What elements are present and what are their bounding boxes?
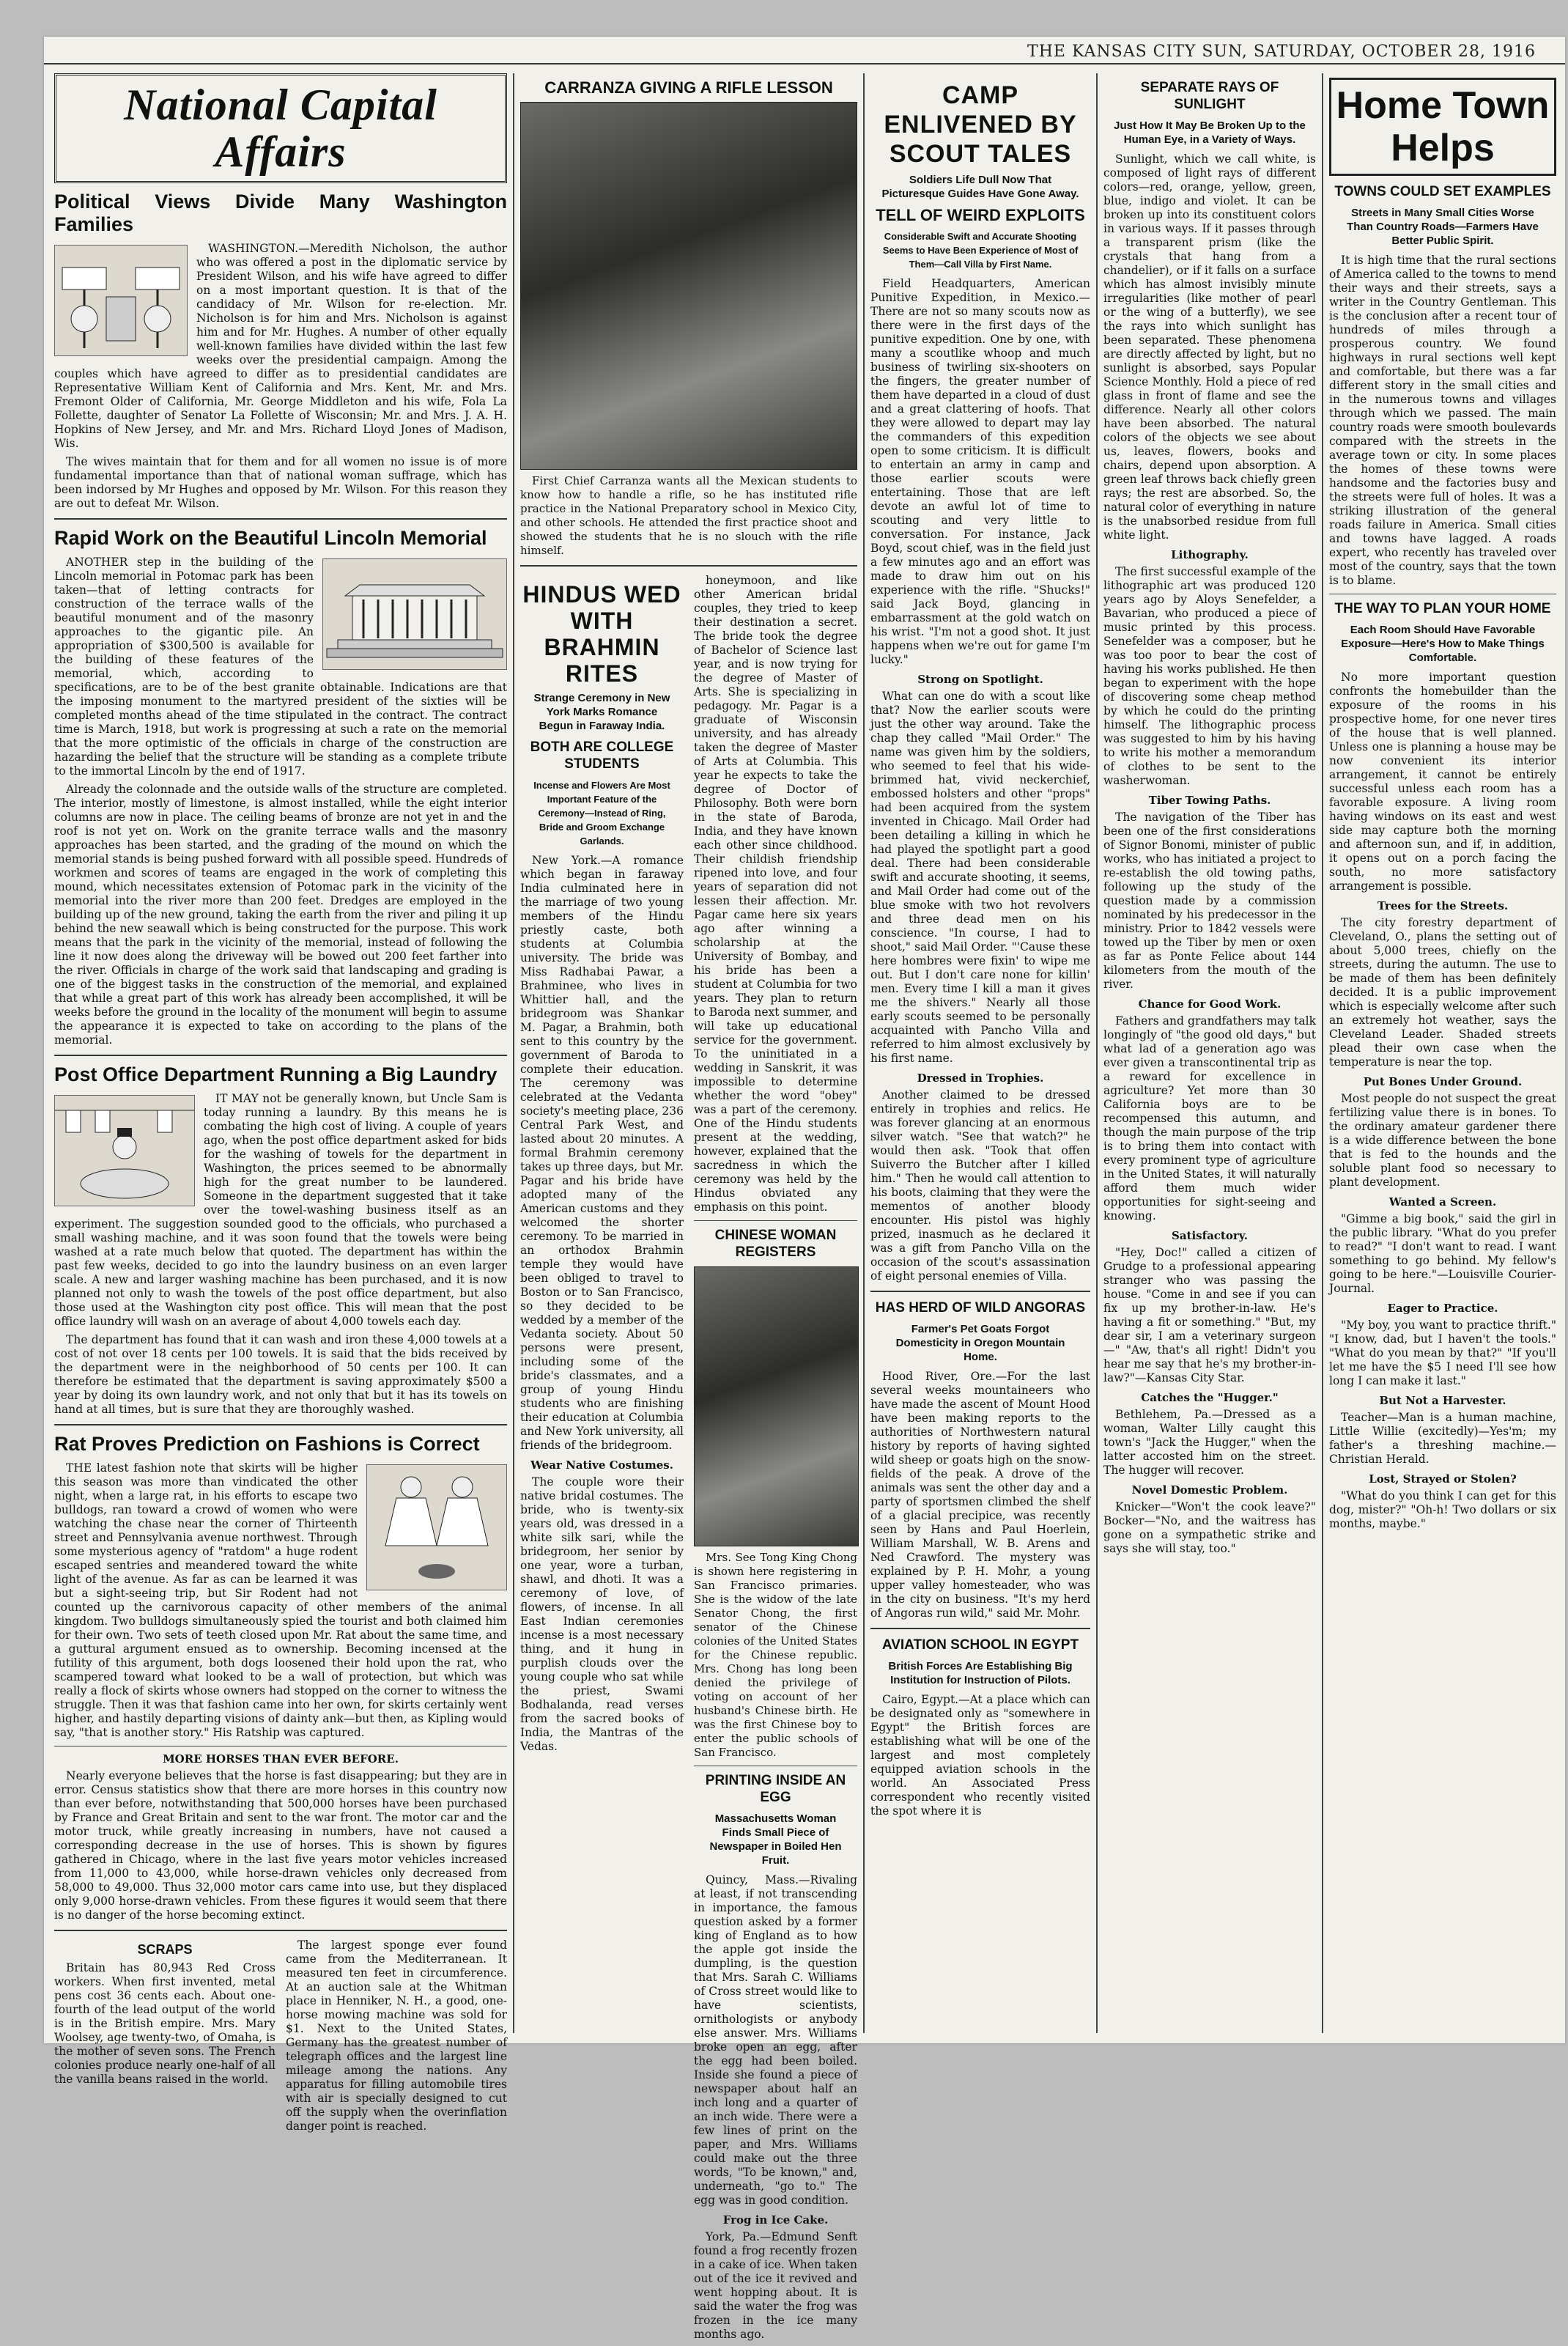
trees-heading: Trees for the Streets.	[1377, 899, 1509, 912]
towns-deck: Streets in Many Small Cities Worse Than Country Roads—Farmers Have Better Public Spirit.	[1347, 207, 1539, 247]
sunlight-body: Sunlight, which we call white, is composed of light rays of different colors—red, orange, yellow, green, blue, indigo and violet. It can be broken up into its constituent colors in various ways. If it passes through a transparent prism (like the crystals that hang from a chandelier), or if it falls on a surface which has almost invisibly minute irregularities (like mother of pearl or the wing of a butterfly), we see the rays into which sunlight has been separated. These phenomena are directly affected by light, but no sunlight is absorbed, says Popular Science Monthly. Hold a piece of red glass in front of flame and see the difference. Nearly all other colors have been absorbed. The natural colors of the objects we see about us, leaves, flowers, books and chairs, depend upon absorption. A green leaf throws back chiefly green rays; the rest are absorbed. So, the natural color of everything in nature is the unabsorbed residue from full white light.	[1103, 152, 1316, 542]
wear-native-heading: Wear Native Costumes.	[530, 1458, 673, 1472]
divider	[520, 565, 857, 567]
printing-egg-body: Quincy, Mass.—Rivaling at least, if not transcending in importance, the famous question asked by a former king of England as to how the apple got inside the dumpling, is the question that Mrs. Sarah C. Williams of Cross street would like to have scientists, ornithologists or anybody else answer. Mrs. Williams broke open an egg, after the egg had been boiled. Inside she found a piece of newspaper about half an inch long and a quarter of an inch wide. There were a few lines of print on the paper, and Mrs. Williams could make out the three words, "To be known," and, underneath, "go to." The egg was in good condition.	[694, 1873, 857, 2207]
angoras-deck: Farmer's Pet Goats Forgot Domesticity in Oregon Mountain Home.	[895, 1323, 1065, 1363]
dressed-heading: Dressed in Trophies.	[917, 1071, 1044, 1085]
column-home-town	[1329, 73, 1556, 2033]
hindus-deck-2: BOTH ARE COLLEGE STUDENTS	[530, 739, 674, 772]
carranza-caption: First Chief Carranza wants all the Mexican students to know how to handle a rifle, so he has instituted rifle practice in the National Preparatory school in Mexico City, and other schools. He attended the first practice shoot and showed the students that he is no slouch with the rifle himself.	[520, 474, 857, 557]
frog-body: York, Pa.—Edmund Senft found a frog recently frozen in a cake of ice. When taken out of the ice it revived and went hopping about. It is said the water the frog was frozen in the ice many months ago.	[694, 2230, 857, 2341]
headline-political-views: Political Views Divide Many Washington Families	[54, 191, 507, 235]
national-capital-banner: National Capital Affairs	[54, 73, 507, 183]
headline-plan-home: THE WAY TO PLAN YOUR HOME	[1334, 601, 1551, 616]
sunlight-deck: Just How It May Be Broken Up to the Human Eye, in a Variety of Ways.	[1114, 119, 1306, 146]
headline-carranza: CARRANZA GIVING A RIFLE LESSON	[544, 78, 833, 97]
chance-heading: Chance for Good Work.	[1138, 997, 1282, 1011]
wilson-hughes-cartoon	[54, 245, 188, 356]
rat-fashions-body: THE latest fashion note that skirts will be higher this season was more than vindicated the other night, when a large rat, in his efforts to escape two bulldogs, ran toward a crowd of women who were watching the chase near the corner of Thirteenth street and Pennsylvania avenue northwest. Through some mysterious agency of "ratdom" a huge rodent escaped sentries and meandered toward the white light of the avenue. As far as can be learned it was but a sight-seeing trip, but Sir Rodent had not counted up the carnivorous capacity of other members of the animal kingdom. Two bulldogs simultaneously spied the tourist and both claimed him for their own. Two sets of teeth closed upon Mr. Rat about the same time, and a guttural argument ensued as to ownership. Becoming incensed at the futility of this argument, both dogs loosened their hold upon the rat, who scampered toward what looked to be a wall of protection, but which was really a flock of skirts whose owners had stopped on the corner to witness the struggle. Then it was that fashion came into her own, for skirts certainly went higher, and hastily departing visions of dainty ank—but then, as Kipling would say, "that is another story." His Ratship was captured.	[54, 1461, 507, 1739]
column-scouts	[870, 73, 1090, 2033]
towns-body: It is high time that the rural sections of America called to the towns to mend their ways and their streets, says a writer in the Country Gentleman. This is the conclusion after a recent tour of hundreds of miles through a prosperous country. We found highways in rural sections well kept and comfortable, but there was a far different story in the small cities and in the numerous towns and villages through which we passed. The main country roads were smooth boulevards compared with the streets in the average town or city. In some places the homes of these towns were handsome and the factories busy and the streets were full of holes. It was a striking illustration of the general roads failure in America. Small cities and towns have lagged. A roads expert, who recently has traveled over most of the country, says that the town is to blame.	[1329, 254, 1556, 587]
satisfactory-heading: Satisfactory.	[1172, 1229, 1248, 1242]
lincoln-memorial-body: ANOTHER step in the building of the Lincoln memorial in Potomac park has been taken—that of letting contracts for construction of the terrace walls of the beautiful monument and of the masonry approaches to the gigantic pile. An appropriation of $300,500 is available for the building of these features of the memorial, which, according to specifications, are to be of the best granite obtainable. Indications are that the imposing monument to the martyred president of the sixties will be completed months ahead of the time stipulated in the contract. The contract time is March, 1918, but work is progressing at such a rate on the memorial that the more optimistic of the officials in charge of the construction are hazarding the belief that the structure will be standing as a complete tribute to the immortal Lincoln by the end of 1917.	[54, 556, 507, 778]
bones-body: Most people do not suspect the great fertilizing value there is in bones. To the ordinary amateur gardener there is a wide difference between the bone that is fed to the hounds and the soluble plant food so necessary to plant development.	[1329, 1092, 1556, 1189]
frog-heading: Frog in Ice Cake.	[722, 2213, 829, 2227]
litho-body: The first successful example of the lithographic art was produced 120 years ago by Aloys Senefelder, a Bavarian, who produced a piece of music printed by this process. Senefelder was a composer, but he was too poor to bear the cost of having his works published. He then began to experiment with the hope of discovering some cheap method by which he could do the printing himself. The lithographic process was suggested to him by his having to write his mother a memorandum of clothes to be sent to the washerwoman.	[1103, 565, 1316, 787]
satisfactory-body: "Hey, Doc!" called a citizen of Grudge to a professional appearing stranger who was passing the house. "Come in and see if you can fix up my brother-in-law. He's having a fit or something." "But, my dear sir, I am a veterinary surgeon—" "Aw, that's all right! Didn't you hear me say that he's my brother-in-law?"—Kansas City Star.	[1103, 1246, 1316, 1384]
divider	[694, 1220, 857, 1221]
novel-body: Knicker—"Won't the cook leave?" Bocker—"No, and the waitress has gone on a sympathetic strike and says she will stay, too."	[1103, 1500, 1316, 1555]
divider	[54, 1424, 507, 1425]
eager-heading: Eager to Practice.	[1387, 1302, 1498, 1315]
scraps-heading: SCRAPS	[137, 1942, 193, 1957]
headline-aviation: AVIATION SCHOOL IN EGYPT	[881, 1637, 1079, 1653]
hindus-body: New York.—A romance which began in faraway India culminated here in the marriage of two young members of the Hindu priestly caste, both students at Columbia university. The bride was Miss Radhabai Pawar, a Brahminee, who lives in Whittier hall, and the bridegroom was Shankar M. Pagar, a Brahmin, both sent to this country by the government of Baroda to complete their education. The ceremony was celebrated at the Vedanta society's meeting place, 236 Central Park West, and lasted about 20 minutes. A formal Brahmin ceremony takes up three days, but Mr. Pagar and his bride have adopted many of the American customs and they welcomed the shorter ceremony. To be married in an orthodox Brahmin temple they would have been obliged to travel to Boston or to San Francisco, so they decided to be wedded by a member of the Vedanta society. About 50 persons were present, including some of the bride's classmates, and a group of young Hindu students who are finishing their education at Columbia and New York university, all friends of the bridegroom.	[520, 854, 684, 1452]
strong-heading: Strong on Spotlight.	[917, 673, 1043, 686]
column-rule	[863, 73, 865, 2033]
more-horses-body: Nearly everyone believes that the horse is fast disappearing; but they are in error. Census statistics show that there are more horses in this country now than ever before, notwithstanding that 500,000 horses have been purchased by France and Great Britain and sent to the war front. The motor car and the motor truck, while greatly increasing in numbers, have not caused a corresponding decrease in the use of horses. This is shown by figures gathered in Chicago, where in the last five years motor vehicles increased from 11,000 to 43,000, while horse-drawn vehicles only decreased from 58,000 to 49,000. Thus 32,000 motor cars came into use, but they displaced only 9,000 horse-drawn vehicles. From these figures it would seem that there is no danger of the horse becoming extinct.	[54, 1769, 507, 1922]
screen-heading: Wanted a Screen.	[1388, 1195, 1497, 1209]
divider	[54, 1930, 507, 1931]
column-carranza-hindus	[520, 73, 857, 2341]
lincoln-memorial-body-2: Already the colonnade and the outside walls of the structure are completed. The interior, mostly of limestone, is almost installed, while the eight interior columns are now in place. The ceiling beams of bronze are not yet in and the roof is not yet on. Work on the granite terrace walls and the masonry approaches has been started, and the grading of the mound on which the memorial stands is being pushed forward with all possible speed. Hundreds of workmen and scores of teams are engaged in the work of completing this mound, which necessitates extension of Potomac park in the vicinity of the memorial into the river more than 200 feet. Dredges are employed in the building up of the new ground, taking the earth from the river and piling it up behind the new seawall which is being constructed for the purpose. This work means that the park in the vicinity of the memorial, instead of following the line it now does along the driveway will be bowed out 200 feet farther into the river. Officials in charge of the work said that landscaping and grading is one of the biggest tasks in the construction of the memorial, and explained that while a great part of this work has already been accomplished, it will be weeks before the ground in the locality of the monument will begin to assume the appearance it is expected to take on according to the plans of the memorial.	[54, 783, 507, 1047]
headline-angoras: HAS HERD OF WILD ANGORAS	[875, 1300, 1086, 1316]
headline-chinese-woman: CHINESE WOMAN REGISTERS	[714, 1228, 837, 1260]
column-rule	[1322, 73, 1323, 2033]
headline-hindus: HINDUS WED WITH BRAHMIN RITES	[522, 581, 681, 687]
tiber-body: The navigation of the Tiber has been one of the first considerations of Signor Bonomi, minister of public works, who has initiated a project to re-establish the old towing paths, following up the study of the question made by a commission nominated by his predecessor in the ministry. Prior to 1842 vessels were towed up the Tiber by men or oxen as far as Ponte Felice about 144 kilometers from the mouth of the river.	[1103, 811, 1316, 991]
aviation-deck: British Forces Are Establishing Big Institution for Instruction of Pilots.	[888, 1660, 1073, 1686]
aviation-body: Cairo, Egypt.—At a place which can be designated only as "somewhere in Egypt" the British forces are establishing what will be one of the largest and most completely equipped aviation schools in the world. An Associated Press correspondent who recently visited the spot where it is	[870, 1693, 1090, 1818]
tiber-heading: Tiber Towing Paths.	[1148, 794, 1271, 807]
masthead: THE KANSAS CITY SUN, SATURDAY, OCTOBER 28, 1916	[44, 43, 1565, 64]
headline-printing-egg: PRINTING INSIDE AN EGG	[705, 1773, 846, 1805]
hugger-heading: Catches the "Hugger."	[1141, 1391, 1279, 1404]
divider	[870, 1628, 1090, 1629]
column-rule	[1096, 73, 1098, 2033]
column-rule	[513, 73, 514, 2033]
hindus-article	[520, 574, 857, 2346]
uncle-sam-laundry-cartoon	[54, 1095, 195, 1206]
trees-body: The city forestry department of Cleveland, O., plans the setting out of about 5,000 trees, chiefly on the streets, during the autumn. The use to be made of them has been definitely decided. It is a public improvement which is especially welcome after such an extremely hot weather, says the Cleveland Leader. Shaded streets plead their own case when the temperature is near the top.	[1329, 916, 1556, 1069]
plan-home-body: No more important question confronts the homebuilder than the exposure of the rooms in his prospective home, for one never tires of the house that is well planned. Unless one is planning a house may be now convenient its interior arrangement, it cannot be entirely successful unless each room has a favorable exposure. A living room having windows on its east and west side may capture both the morning and afternoon sun, and if, in addition, it opens out on a porch facing the south, no more satisfactory arrangement is possible.	[1329, 671, 1556, 893]
headline-post-office-laundry: Post Office Department Running a Big Laundry	[54, 1063, 498, 1085]
lost-body: "What do you think I can get for this dog, mister?" "Oh-h! Two dollars or six months, maybe."	[1329, 1489, 1556, 1530]
camp-deck-2: TELL OF WEIRD EXPLOITS	[876, 206, 1085, 224]
divider	[54, 1055, 507, 1056]
hindus-deck-3: Incense and Flowers Are Most Important Feature of the Ceremony—Instead of Ring, Bride and Groom Exchange Garlands.	[533, 780, 670, 846]
headline-camp-enlivened: CAMP ENLIVENED BY SCOUT TALES	[884, 81, 1077, 168]
camp-body: Field Headquarters, American Punitive Expedition, in Mexico.—There are not so many scouts now as there were in the first days of the punitive expedition. One by one, with many a scoutlike whoop and much business of twirling six-shooters on the fingers, the greater number of them have departed in a cloud of dust and a great clattering of hoofs. That they were allowed to depart may lay the commanders of this expedition open to some criticism. It is difficult to entertain an army in camp and those earlier scouts were entertaining. Those that are left devote an awful lot of time to scouting and very little to conversation. For instance, Jack Boyd, scout chief, was in the field just a few minutes ago and an effort was made to draw him out on his experience with the rifle. "Shucks!" said Jack Boyd, glancing in embarrassment at the gold watch on his wrist. "I'm not a good shot. It just happens when we're out for game I'm lucky."	[870, 277, 1090, 666]
dressed-body: Another claimed to be dressed entirely in trophies and relics. He was forever glancing at an enormous silver watch. "See that watch?" he would then ask. "Took that offen Suiverro the Butcher after I killed him." Then he would call attention to his boots, claiming that they were the mementos of another bloody encounter. His pistol was highly prized, inasmuch as he declared it was a gift from Pancho Villa on the occasion of the scout's assassination of eight personal enemies of Villa.	[870, 1088, 1090, 1283]
divider	[54, 518, 507, 520]
scraps-left: Britain has 80,943 Red Cross workers. When first invented, metal pens cost 36 cents each. About one-fourth of the lead output of the world is in the British empire. Mrs. Mary Woolsey, age twenty-two, of Omaha, is the mother of seven sons. The French colonies produce nearly one-half of all the vanilla beans raised in the world.	[54, 1961, 275, 2086]
political-views-body: WASHINGTON.—Meredith Nicholson, the author who was offered a post in the diplomatic service by President Wilson, and his wife have agreed to differ on a most important question. It is that of the candidacy of Mr. Wilson for re-election. Mr. Nicholson is for him and Mrs. Nicholson is against him and for Mr. Hughes. A number of other equally well-known families have divided within the last few weeks over the presidential campaign. Among the couples which have agreed to differ as to presidential candidates are Representative William Kent of California and Mrs. Kent, Mr. and Mrs. Fremont Older of California, Mr. George Middleton and his wife, Fola La Follette, daughter of Senator La Follette of Wisconsin; Mr. and Mrs. J. A. H. Hopkins of New Jersey, and Mr. and Mrs. Richard Lloyd Jones of Madison, Wis.	[54, 242, 507, 450]
bones-heading: Put Bones Under Ground.	[1363, 1075, 1523, 1088]
post-office-body-2: The department has found that it can wash and iron these 4,000 towels at a cost of not over 18 cents per 100 towels. It is said that the bids received by the department were in the neighborhood of 50 cents per 100. It can therefore be estimated that the department is saving approximately $500 a year by doing its own laundry work, and not only that but it has its towels on hand at all times, but is sure that they are thoroughly washed.	[54, 1333, 507, 1416]
carranza-rifle-photo	[520, 102, 857, 470]
strong-body: What can one do with a scout like that? Now the earlier scouts were just the other way around. Take the chap they called "Mail Order." The name was given him by the soldiers, who seemed to feel that his wide-brimmed hat, vivid neckerchief, embossed holsters and other "props" had been acquired from the system invented in Chicago. Mail Order had been detailing a killing in which he had played the spotlight part a good deal. There had been considerable swift and accurate shooting, it seems, and Mail Order had come out of the blue smoke with two hot revolvers and three dead men on his conscience. "In course, I had to shoot," said Mail Order. "'Cause these here hombres were fixin' to wipe me out. But I don't care none for killin' men. Every time I kill a man it gives me the shivers." Nearly all those early scouts seemed to be personally acquainted with Pancho Villa and referred to him almost exclusively by his first name.	[870, 690, 1090, 1065]
political-views-body-2: The wives maintain that for them and for all women no issue is of more fundamental importance than that of national woman suffrage, which has been indorsed by Mr Hughes and opposed by Mr. Wilson. For this reason they are out to defeat Mr. Wilson.	[54, 455, 507, 510]
headline-lincoln-memorial: Rapid Work on the Beautiful Lincoln Memorial	[54, 527, 487, 549]
more-horses-heading: MORE HORSES THAN EVER BEFORE.	[163, 1752, 399, 1766]
eager-body: "My boy, you want to practice thrift." "I know, dad, but I haven't the tools." "What do you mean by that?" "If you'll let me have the $5 I need I'll see how long I can make it last."	[1329, 1318, 1556, 1387]
chinese-woman-caption: Mrs. See Tong King Chong is shown here registering in San Francisco primaries. She is the widow of the late Senator Chong, the first senator of the Chinese colonies of the United States for the Chinese republic. Mrs. Chong has long been denied the privilege of voting on account of her husband's Chinese birth. He was the first Chinese boy to enter the public schools of San Francisco.	[694, 1551, 857, 1759]
camp-deck-1: Soldiers Life Dull Now That Picturesque Guides Have Gone Away.	[881, 174, 1079, 200]
wear-native-body: The couple wore their native bridal costumes. The bride, who is twenty-six years old, was dressed in a white silk sari, while the bridegroom, her senior by one year, wore a turban, shawl, and dhoti. It was a ceremony of love, of flowers, of incense. In all East Indian ceremonies incense is a most necessary thing, and it hung in purplish clouds over the young couple who sat while the priest, Swami Bodhalanda, read verses from the sacred books of India, the Mantras of the Vedas.	[520, 1475, 684, 1753]
lost-heading: Lost, Strayed or Stolen?	[1369, 1472, 1517, 1486]
headline-sunlight: SEPARATE RAYS OF SUNLIGHT	[1140, 80, 1279, 112]
headline-rat-fashions: Rat Proves Prediction on Fashions is Correct	[54, 1433, 480, 1455]
screen-body: "Gimme a big book," said the girl in the public library. "What do you prefer to read?" "I don't want to read. I want something to go behind. My fellow's going to be here."—Louisville Courier-Journal.	[1329, 1212, 1556, 1295]
column-national-affairs	[54, 73, 507, 2133]
harvester-heading: But Not a Harvester.	[1379, 1394, 1506, 1407]
angoras-body: Hood River, Ore.—For the last several weeks mountaineers who have made the ascent of Mount Hood have been making reports to the authorities of Northwestern natural history by reports of having sighted wild sheep or goats high on the snow-fields of the peak. A drove of the animals was sent the other day and a party of sportsmen climbed the shelf of a glacial precipice, was recently seen by Hans and Paul Hoerlein, William Marshall, W. B. Arens and Ned Crawford. The mystery was explained by P. H. Mohr, a young upper valley homesteader, who was in the city on business. "It's my herd of Angoras run wild," said Mr. Mohr.	[870, 1370, 1090, 1620]
printing-egg-deck: Massachusetts Woman Finds Small Piece of Newspaper in Boiled Hen Fruit.	[709, 1812, 842, 1867]
lincoln-memorial-illustration	[322, 558, 507, 670]
divider	[870, 1291, 1090, 1292]
chance-body: Fathers and grandfathers may talk longingly of "the good old days," but what lad of a generation ago was ever given a transcontinental trip as a reward for excellence in agriculture? Yet more than 30 California boys are to be recompensed this autumn, and though the main purpose of the trip is to bring them into contact with every prominent type of agriculture in the United States, it will naturally afford them much wider opportunities for sight-seeing and knowing.	[1103, 1014, 1316, 1222]
novel-heading: Novel Domestic Problem.	[1131, 1483, 1288, 1497]
scraps-section	[54, 1939, 507, 2138]
camp-deck-3: Considerable Swift and Accurate Shooting Seems to Have Been Experience of Most of Them—Call Villa by First Name.	[882, 231, 1079, 270]
column-sunlight	[1103, 73, 1316, 2033]
litho-heading: Lithography.	[1171, 548, 1249, 561]
hindus-body-col2: honeymoon, and like other American bridal couples, they tried to keep their destination a secret. The bride took the degree of Bachelor of Science last year, and is now trying for the degree of Master of Arts. She is specializing in pedagogy. Mr. Pagar is a graduate of Wisconsin university, and has already taken the degree of Master of Arts at Columbia. This year he expects to take the degree of Doctor of Philosophy. Both were born in the state of Baroda, India, and they have known each other since childhood. Their childish friendship ripened into love, and four years of separation did not lessen their affection. Mr. Pagar came here six years ago after winning a scholarship at the University of Bombay, and his bride has been a student at Columbia for two years. They plan to return to Baroda next summer, and will take up educational service for the government. To the uninitiated in a wedding in Sanskrit, it was impossible to determine whether the word "obey" was a part of the ceremony. One of the Hindu students present at the wedding, however, explained that the sacredness in which the ceremony was held by the Hindus obviated any emphasis on this point.	[694, 574, 857, 1214]
headline-towns-examples: TOWNS COULD SET EXAMPLES	[1334, 184, 1551, 199]
chinese-woman-photo	[694, 1266, 859, 1546]
home-town-helps-banner: Home Town Helps	[1329, 78, 1556, 176]
scraps-right: The largest sponge ever found came from the Mediterranean. It measured ten feet in circumference. At an auction sale at the Whitman place in Henniker, N. H., a good, one-horse mowing machine was sold for $1. Next to the United States, Germany has the greatest number of telegraph offices and the largest line mileage among the nations. Any apparatus for filling automobile tires with air is specially designed to cut off the supply when the overinflation danger point is reached.	[286, 1939, 507, 2133]
plan-home-deck: Each Room Should Have Favorable Exposure—Here's How to Make Things Comfortable.	[1341, 624, 1545, 664]
harvester-body: Teacher—Man is a human machine, Little Willie (excitedly)—Yes'm; my father's a threshing machine.—Christian Herald.	[1329, 1411, 1556, 1466]
post-office-body: IT MAY not be generally known, but Uncle Sam is today running a laundry. By this means he is combating the high cost of living. A couple of years ago, when the post office department asked for bids for the washing of towels for the department in Washington, the prices seemed to be abnormally high for the great number to be laundered. Someone in the department suggested that it take over the towel-washing business itself as an experiment. The suggestion sounded good to the officials, who purchased a small washing machine, and it was soon found that the towels were being washed at a rate much below that quoted. The department has within the past few weeks, decided to go into the laundry business on an even larger scale. A new and larger washing machine has been purchased, and it is now planned not only to wash the towels of the post office department, but also those used at the Washington city post office. This will mean that the post office laundry will wash on an average of about 4,000 towels each day.	[54, 1092, 507, 1328]
hindus-deck-1: Strange Ceremony in New York Marks Romance Begun in Faraway India.	[533, 692, 670, 732]
newspaper-page	[44, 37, 1565, 2341]
hugger-body: Bethlehem, Pa.—Dressed as a woman, Walter Lilly caught this town's "Jack the Hugger," when the latter accosted him on the street. The hugger will recover.	[1103, 1408, 1316, 1477]
rat-women-cartoon	[366, 1464, 507, 1590]
